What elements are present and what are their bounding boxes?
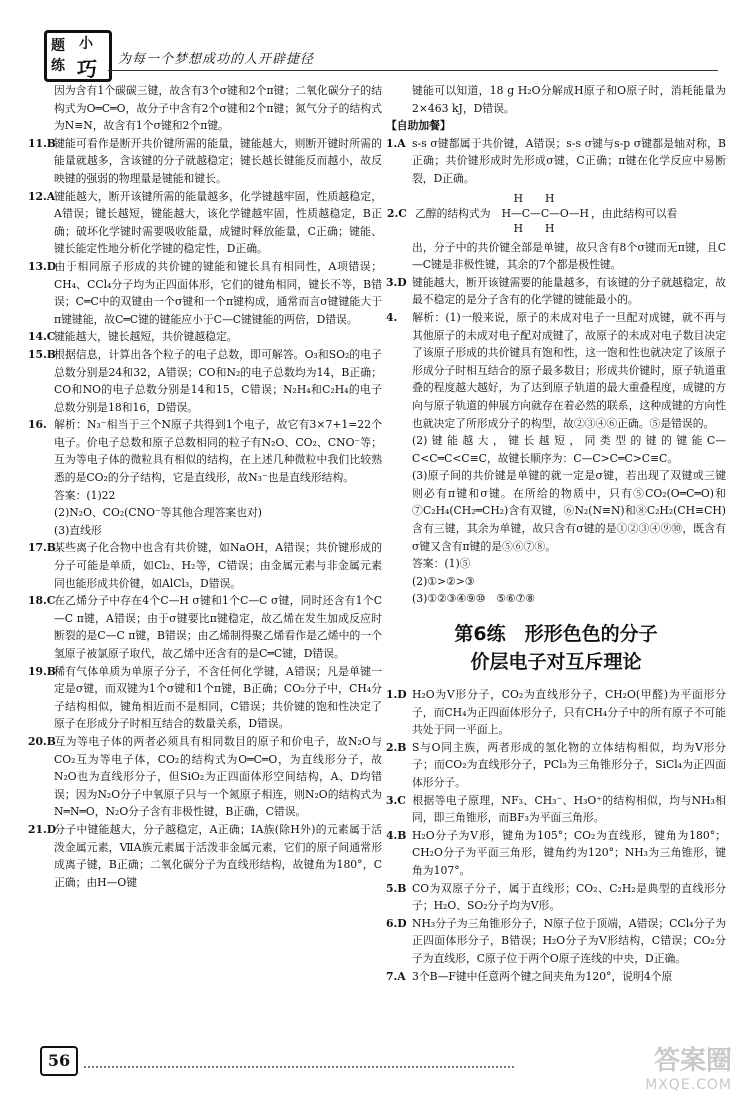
left-column bbox=[28, 82, 382, 891]
h-atom: H bbox=[545, 191, 555, 205]
right-top-block bbox=[386, 82, 726, 117]
ethanol-text: 乙醇的结构式为 bbox=[415, 206, 491, 220]
item-text: (3)原子间的共价键是单键的就一定是σ键，若出现了双键或三键则必有π键和σ键。在所给的物质中，只有⑤CO₂(O═C═O)和⑦C₂H₄(CH₂═CH₂)含有双键，⑥N₂(N≡N)和⑧C₂H₂(CH≡CH)含有三键，其余为单键，故只含有σ键的是①②③④⑨⑩，既含有σ键又含有π键的是⑤⑥⑦⑧。 bbox=[412, 469, 726, 553]
item-number: 1.D bbox=[386, 688, 407, 702]
item-text: S与O同主族，两者形成的氢化物的立体结构相似，均为V形分子；而CO₂为直线形分子，PCl₃为三角锥形分子，SiCl₄为正四面体形分子。 bbox=[412, 740, 726, 789]
item-text: 键能越大，断开该键需要的能量越多，有该键的分子就越稳定，故最不稳定的是分子含有的化学键的键能最小的。 bbox=[412, 275, 726, 307]
answer-item bbox=[386, 309, 726, 432]
item-text: 某些离子化合物中也含有共价键，如NaOH，A错误；共价键形成的分子可能是单质，如Cl₂、H₂等，C错误；由金属元素与非金属元素同也能形成共价键，如AlCl₃，D错误。 bbox=[54, 541, 382, 590]
item-text: 解析：(1)一般来说，原子的未成对电子一旦配对成键，就不再与其他原子的未成对电子配对成键了，故原子的未成对电子数目决定了该原子形成的共价键具有饱和性，这一饱和性也就决定了该原子形成分子时相互结合的原子最多数目；形成共价键时，原子轨道重叠的程度越大越好，为了达到原子轨道的最大重叠程度，成键的方向与原子轨道的伸展方向就存在着必然的联系，这种成键的方向性也就决定了所形成分子的构型，故②③④⑥正确。⑤是错误的。 bbox=[412, 310, 726, 430]
item-number: 1.A bbox=[386, 136, 406, 150]
item-number: 2.B bbox=[386, 740, 407, 754]
item-text: (2)①>②>③ bbox=[412, 574, 475, 588]
answer-item bbox=[28, 188, 382, 258]
answer-item bbox=[28, 663, 382, 733]
answer-line bbox=[28, 82, 382, 135]
item-number: 18.C bbox=[28, 594, 56, 608]
item-text: s-s σ键都属于共价键，A错误；s-s σ键与s-p σ键都是轴对称，B正确；共价键形成时先形成σ键，C正确；π键在化学反应中易断裂，D正确。 bbox=[412, 136, 726, 185]
item-text: 互为等电子体的两者必须具有相同数目的原子和价电子，故N₂O与CO₂互为等电子体，CO₂的结构式为O═C═O，为直线形分子，故N₂O也为直线形分子，但SiO₂为正四面体形空间结构，A、D均错误；因为N₂O分子中氧原子只与一个氮原子相连，则N₂O的结构式为N═N═O，N₂O分子含有非极性键，B正确，C错误。 bbox=[54, 734, 382, 819]
item-text: 因为含有1个碳碳三键，故含有3个σ键和2个π键；二氧化碳分子的结构式为O═C═O，故分子中含有2个σ键和2个π键；氮气分子的结构式为N≡N，故含有1个σ键和2个π键。 bbox=[54, 84, 382, 133]
item-text: 答案：(1)⑤ bbox=[412, 557, 471, 571]
item-text: H₂O为V形分子，CO₂为直线形分子，CH₂O(甲醛)为平面形分子，而CH₄为正四面体形分子，只有CH₄分子中的所有原子不可能共处于同一平面上。 bbox=[412, 688, 726, 737]
ethanol-formula: H—C—C—O—H bbox=[501, 206, 589, 220]
answer-line bbox=[386, 432, 726, 467]
answer-item bbox=[386, 915, 726, 968]
item-text: CO为双原子分子，属于直线形；CO₂、C₂H₂是典型的直线形分子；H₂O、SO₂分子均为V形。 bbox=[412, 881, 726, 913]
answer-line bbox=[386, 82, 726, 117]
item-text: 分子中键能越大，分子越稳定，A正确；ⅠA族(除H外)的元素属于活泼金属元素，ⅦA族元素属于活泼非金属元素，它们的原子间通常形成离子键，B正确；二氧化碳分子为直线形结构，故键角为180°，C正确；由H—O键 bbox=[54, 822, 382, 889]
item-text: (3)①②③④⑨⑩ ⑤⑥⑦⑧ bbox=[412, 592, 535, 606]
item-number: 14.C bbox=[28, 330, 56, 344]
item-text: (3)直线形 bbox=[54, 523, 102, 537]
footer-rule bbox=[84, 1066, 514, 1068]
page-number: 56 bbox=[40, 1046, 78, 1076]
item-number: 16. bbox=[28, 418, 47, 432]
h-atom: H bbox=[545, 221, 555, 235]
item-number: 6.D bbox=[386, 916, 407, 930]
answer-item bbox=[386, 274, 726, 309]
answer-item bbox=[386, 686, 726, 739]
answer-item bbox=[28, 135, 382, 188]
section-subtitle: 价层电子对互斥理论 bbox=[470, 651, 642, 674]
item-number: 3.C bbox=[386, 793, 406, 807]
item-text: (2)键能越大，键长越短，同类型的键的键能C—C<C═C<C≡C，故键长顺序为：C—C>C═C>C≡C。 bbox=[412, 434, 726, 465]
item-number: 21.D bbox=[28, 822, 57, 836]
item-text: 3个B—F键中任意两个键之间夹角为120°，说明4个原 bbox=[412, 969, 673, 983]
answer-item bbox=[28, 328, 382, 346]
logo-char: 巧 bbox=[77, 57, 97, 81]
ethanol-structure bbox=[386, 191, 678, 236]
brand-logo bbox=[44, 30, 112, 82]
item-text: (2)N₂O、CO₂(CNO⁻等其他合理答案也对) bbox=[54, 506, 263, 520]
right-bottom-block bbox=[386, 686, 726, 985]
section-title: 第6练 形形色色的分子 bbox=[454, 623, 658, 646]
answer-item bbox=[28, 416, 382, 486]
ethanol-item bbox=[386, 191, 726, 236]
answer-item bbox=[386, 135, 726, 188]
item-text: 出，分子中的共价键全部是单键，故只含有8个σ键而无π键，且C—C键是非极性键，其余的7个都是极性键。 bbox=[412, 240, 726, 272]
header-rule bbox=[108, 70, 718, 71]
watermark bbox=[645, 1040, 732, 1093]
item-text: 根据等电子原理，NF₃、CH₃⁻、H₃O⁺的结构相似，均与NH₃相同，即三角锥形，而BF₃为平面三角形。 bbox=[412, 793, 726, 825]
item-number: 3.D bbox=[386, 275, 407, 289]
item-text: 键能越大，断开该键所需的能量越多，化学键越牢固，性质越稳定，A错误；键长越短，键能越大，该化学键越牢固，性质越稳定，B正确；破坏化学键时需要吸收能量，成键时释放能量，C正确；键能、键长能定性地分析化学键的稳定性，D正确。 bbox=[54, 189, 382, 256]
item-text: 键能可以知道，18 g H₂O分解成H原子和O原子时，消耗能量为2×463 kJ，D错误。 bbox=[412, 84, 726, 115]
h-atom: H bbox=[513, 191, 523, 205]
item-number: 2.C bbox=[387, 206, 407, 220]
answer-item bbox=[28, 258, 382, 328]
ethanol-text: ，由此结构可以看 bbox=[590, 206, 678, 220]
item-number: 4.B bbox=[386, 828, 407, 842]
item-text: 答案：(1)22 bbox=[54, 488, 116, 502]
item-text: 根据信息，计算出各个粒子的电子总数，即可解答。O₃和SO₂的电子总数分别是24和32，A错误；CO和N₂的电子总数均为14，B正确；CO和NO的电子总数分别是14和15，C错误；N₂H₄和C₂H₄的电子总数分别是18和16，D错误。 bbox=[54, 347, 382, 414]
h-atom: H bbox=[513, 221, 523, 235]
watermark-logo: 答案圈 bbox=[653, 1046, 732, 1076]
answer-item bbox=[386, 968, 726, 986]
item-number: 19.B bbox=[28, 664, 56, 678]
answer-line bbox=[386, 555, 726, 573]
page-footer bbox=[0, 1040, 750, 1093]
item-text: 由于相同原子形成的共价键的键能和键长具有相同性，A项错误；CH₄、CCl₄分子均为正四面体形，它们的键角相同，键长不等，B错误；C═C中的双键由一个σ键和一个π键构成，通常而言σ键键能大于π键键能，故C═C键的键能应小于C—C键键能的两倍，D错误。 bbox=[54, 259, 382, 326]
answer-item bbox=[386, 792, 726, 827]
item-number: 13.D bbox=[28, 259, 57, 273]
right-mid-block bbox=[386, 135, 726, 188]
answer-item bbox=[28, 346, 382, 416]
answer-line bbox=[28, 504, 382, 522]
answer-line bbox=[386, 573, 726, 591]
answer-line bbox=[28, 487, 382, 505]
answer-line bbox=[386, 590, 726, 608]
answer-item bbox=[386, 827, 726, 880]
item-number: 5.B bbox=[386, 881, 407, 895]
watermark-url: MXQE.COM bbox=[645, 1077, 732, 1093]
item-text: 解析：N₃⁻相当于三个N原子共得到1个电子，故它有3×7+1=22个电子。价电子总数和原子总数相同的粒子有N₂O、CO₂、CNO⁻等；互为等电子体的微粒具有相似的结构，在上述几种微粒中我们比较熟悉的是CO₂的分子结构，它是直线形，故N₃⁻也是直线形结构。 bbox=[54, 418, 382, 485]
answer-item bbox=[386, 880, 726, 915]
answer-line bbox=[386, 467, 726, 555]
item-text: 稀有气体单质为单原子分子，不含任何化学键，A错误；凡是单键一定是σ键，而双键为1个σ键和1个π键，B正确；CO₂分子中，CH₄分子结构相似，键角相近而不是相同，C错误；共价键的饱和性决定了原子在形成分子时相互结合的数量关系，D错误。 bbox=[54, 664, 382, 731]
page-header bbox=[0, 0, 750, 84]
item-text: 在乙烯分子中存在4个C—H σ键和1个C—C σ键，同时还含有1个C—C π键，A错误；由于σ键要比π键稳定，故乙烯在发生加成反应时断裂的是C—C π键，B错误；由乙烯制得聚乙烯看作是乙烯中的一个氢原子被氯原子取代，故乙烯中还含有的是C═C键，D错误。 bbox=[54, 594, 382, 660]
item-text: H₂O分子为V形，键角为105°；CO₂为直线形，键角为180°；CH₂O分子为平面三角形，键角约为120°；NH₃为三角锥形，键角为107°。 bbox=[412, 828, 726, 877]
item-text: 键能越大，键长越短，共价键越稳定。 bbox=[54, 330, 238, 344]
answer-item bbox=[386, 739, 726, 792]
item-number: 15.B bbox=[28, 347, 56, 361]
answer-item bbox=[28, 539, 382, 592]
answer-item bbox=[28, 733, 382, 821]
right-after-block bbox=[386, 239, 726, 608]
item-text: 键能可看作是断开共价键所需的能量，键能越大，则断开键时所需的能量就越多，含该键的分子就越稳定；键长越长键能反而越小，故反映键的强弱的物理量是键能和键长。 bbox=[54, 136, 382, 185]
logo-char: 练 bbox=[51, 58, 65, 74]
item-number: 7.A bbox=[386, 969, 406, 983]
item-number: 17.B bbox=[28, 541, 56, 555]
logo-char: 题 bbox=[51, 38, 65, 54]
logo-char: 小 bbox=[79, 36, 93, 52]
header-slogan: 为每一个梦想成功的人开辟捷径 bbox=[118, 52, 315, 67]
answer-item bbox=[28, 592, 382, 662]
item-number: 4. bbox=[386, 310, 398, 324]
item-number: 20.B bbox=[28, 734, 56, 748]
answer-line bbox=[386, 239, 726, 274]
item-text: NH₃分子为三角锥形分子，N原子位于顶端，A错误；CCl₄分子为正四面体形分子，B错误；H₂O分子为V形结构，C错误；CO₂分子为直线形，C原子位于两个O原子连线的中央，D正确。 bbox=[412, 916, 726, 965]
answer-item bbox=[28, 821, 382, 891]
item-number: 11.B bbox=[28, 136, 56, 150]
right-column bbox=[386, 82, 726, 985]
self-help-heading: 【自助加餐】 bbox=[386, 119, 451, 133]
item-number: 12.A bbox=[28, 189, 56, 203]
answer-line bbox=[28, 522, 382, 540]
